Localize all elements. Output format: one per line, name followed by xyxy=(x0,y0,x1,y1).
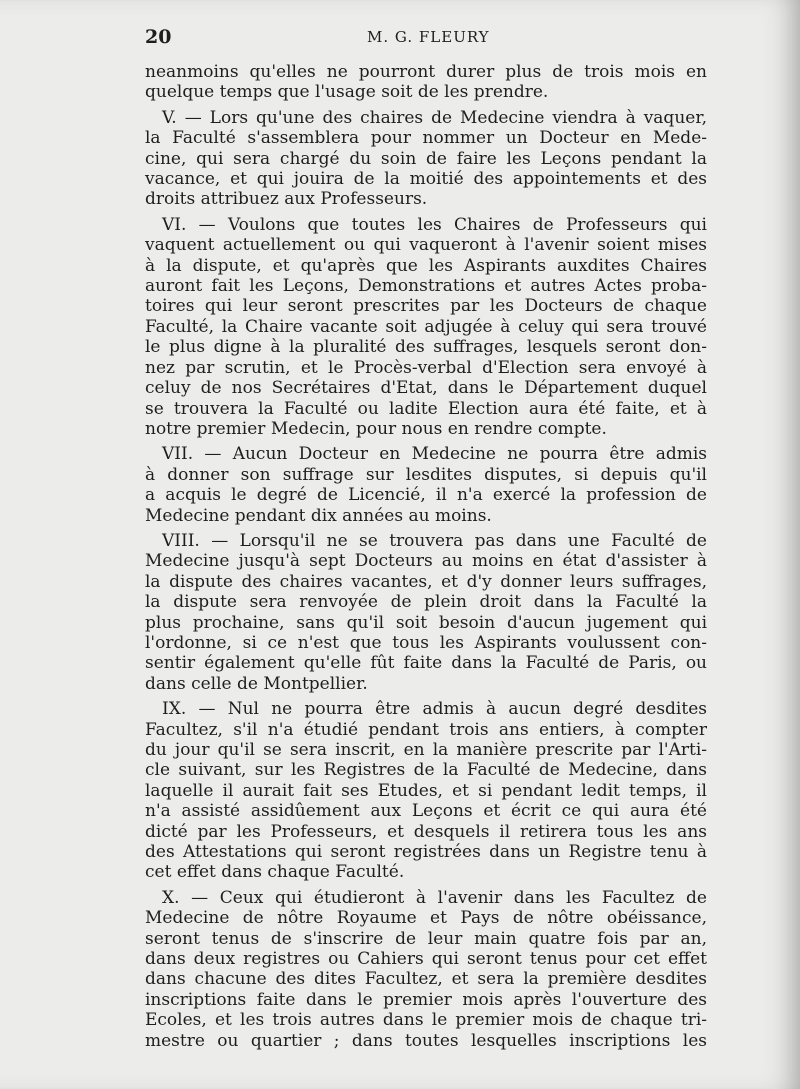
text-line: du jour qu'il se sera inscrit, en la manière prescrite par l'Arti- xyxy=(145,740,707,760)
text-line: auront fait les Leçons, Demonstrations et autres Actes proba- xyxy=(145,276,707,297)
text-line: à la dispute, et qu'après que les Aspirants auxdites Chaires xyxy=(145,255,707,276)
text-line: Medecine de nôtre Royaume et Pays de nôtre obéissance, xyxy=(145,908,707,929)
paragraph xyxy=(145,699,707,883)
page-number: 20 xyxy=(145,26,172,48)
text-line: dans deux registres ou Cahiers qui seront tenus pour cet effet xyxy=(145,949,707,970)
text-line: inscriptions faite dans le premier mois après l'ouverture des xyxy=(145,989,707,1010)
text-line: neanmoins qu'elles ne pourront durer plus de trois mois en xyxy=(145,62,707,82)
text-line: V. — Lors qu'une des chaires de Medecine viendra à vaquer, xyxy=(162,107,707,128)
text-line: laquelle il aurait fait ses Etudes, et si pendant ledit temps, il xyxy=(145,780,707,801)
text-line: vacance, et qui jouira de la moitié des appointements et des xyxy=(145,169,707,190)
text-line: dans chacune des dites Facultez, et sera la première desdites xyxy=(145,969,707,990)
text-line: nez par scrutin, et le Procès-verbal d'Election sera envoyé à xyxy=(145,357,707,378)
text-line: Faculté, la Chaire vacante soit adjugée à celuy qui sera trouvé xyxy=(145,316,707,337)
text-line: IX. — Nul ne pourra être admis à aucun degré desdites xyxy=(162,699,707,720)
text-line: cle suivant, sur les Registres de la Faculté de Medecine, dans xyxy=(145,760,707,781)
text-line: seront tenus de s'inscrire de leur main quatre fois par an, xyxy=(145,928,707,949)
text-line: Facultez, s'il n'a étudié pendant trois ans entiers, à compter xyxy=(145,719,707,740)
text-line: VII. — Aucun Docteur en Medecine ne pourra être admis xyxy=(162,444,707,465)
paragraph xyxy=(145,888,707,1051)
text-line: mestre ou quartier ; dans toutes lesquelles inscriptions les xyxy=(145,1030,707,1051)
paragraph xyxy=(145,215,707,439)
text-line: Medecine jusqu'à sept Docteurs au moins en état d'assister à xyxy=(145,551,707,572)
text-line: la dispute sera renvoyée de plein droit dans la Faculté la xyxy=(145,592,707,613)
text-line: VIII. — Lorsqu'il ne se trouvera pas dans une Faculté de xyxy=(162,530,707,551)
text-line: VI. — Voulons que toutes les Chaires de Professeurs qui xyxy=(162,214,707,235)
paragraph xyxy=(145,531,707,694)
text-line: Medecine pendant dix années au moins. xyxy=(145,505,492,526)
text-line: X. — Ceux qui étudieront à l'avenir dans les Facultez de xyxy=(162,887,707,908)
text-line: cet effet dans chaque Faculté. xyxy=(145,862,405,883)
text-line: le plus digne à la pluralité des suffrages, lesquels seront don- xyxy=(145,337,707,358)
paragraph xyxy=(145,444,707,526)
text-line: la dispute des chaires vacantes, et d'y donner leurs suffrages, xyxy=(145,571,707,592)
text-line: à donner son suffrage sur lesdites disputes, si depuis qu'il xyxy=(145,464,707,485)
text-line: a acquis le degré de Licencié, il n'a exercé la profession de xyxy=(145,485,707,506)
text-line: quelque temps que l'usage soit de les prendre. xyxy=(145,82,549,103)
body-text xyxy=(145,62,707,1051)
text-line: dicté par les Professeurs, et desquels il retirera tous les ans xyxy=(145,821,707,842)
text-line: toires qui leur seront prescrites par les Docteurs de chaque xyxy=(145,296,707,317)
paragraph xyxy=(145,108,707,210)
text-line: des Attestations qui seront registrées dans un Registre tenu à xyxy=(145,842,707,863)
text-line: se trouvera la Faculté ou ladite Election aura été faite, et à xyxy=(145,398,707,419)
text-line: Ecoles, et les trois autres dans le premier mois de chaque tri- xyxy=(145,1010,707,1031)
text-line: sentir également qu'elle fût faite dans la Faculté de Paris, ou xyxy=(145,653,707,674)
paragraph xyxy=(145,62,707,103)
text-line: plus prochaine, sans qu'il soit besoin d'aucun jugement qui xyxy=(145,612,707,633)
text-line: la Faculté s'assemblera pour nommer un Docteur en Mede- xyxy=(145,128,707,149)
text-line: notre premier Medecin, pour nous en rendre compte. xyxy=(145,418,607,439)
text-line: droits attribuez aux Professeurs. xyxy=(145,189,428,210)
text-line: celuy de nos Secrétaires d'Etat, dans le Département duquel xyxy=(145,378,707,399)
text-line: l'ordonne, si ce n'est que tous les Aspirants voulussent con- xyxy=(145,632,707,653)
text-line: dans celle de Montpellier. xyxy=(145,673,368,694)
page-header xyxy=(145,26,712,50)
text-line: vaquent actuellement ou qui vaqueront à l'avenir soient mises xyxy=(145,235,707,256)
text-line: n'a assisté assidûement aux Leçons et écrit ce qui aura été xyxy=(145,801,707,822)
running-head: M. G. FLEURY xyxy=(367,28,490,46)
text-line: cine, qui sera chargé du soin de faire les Leçons pendant la xyxy=(145,148,707,169)
